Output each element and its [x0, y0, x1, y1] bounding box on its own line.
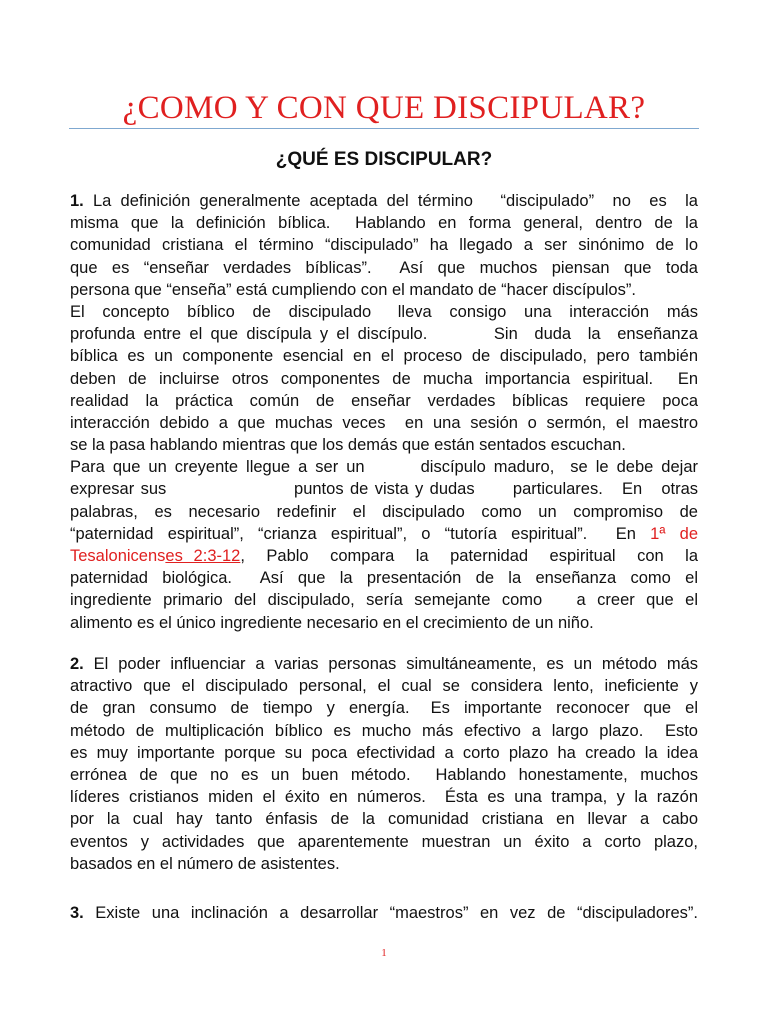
- scripture-reference-link[interactable]: Tesalonicenses 2:3-12: [70, 547, 241, 565]
- paragraph-line: 1. La definición generalmente aceptada del término “discipulado” no es la: [70, 192, 698, 210]
- paragraph-line: “paternidad espiritual”, “crianza espiritual”, o “tutoría espiritual”. En 1ª de: [70, 524, 698, 543]
- paragraph-line: se la pasa hablando mientras que los demás que están sentados escuchan.: [70, 436, 626, 455]
- paragraph-line: paternidad biológica. Así que la presentación de la enseñanza como el: [70, 569, 698, 588]
- item-number: 3.: [70, 904, 84, 922]
- paragraph-line: atractivo que el discipulado personal, el cual se considera lento, ineficiente y: [70, 677, 698, 696]
- paragraph-2: [70, 653, 698, 875]
- title-divider: [69, 128, 699, 129]
- paragraph-line: ingrediente primario del discipulado, sería semejante como a creer que el: [70, 591, 698, 610]
- scripture-reference[interactable]: 1ª de: [650, 524, 698, 543]
- paragraph-line: palabras, es necesario redefinir el discipulado como un compromiso de: [70, 502, 698, 521]
- paragraph-line: 3. Existe una inclinación a desarrollar “maestros” en vez de “discipuladores”.: [70, 904, 698, 922]
- paragraph-line: líderes cristianos miden el éxito en números. Ésta es una trampa, y la razón: [70, 788, 698, 807]
- paragraph-line: método de multiplicación bíblico es mucho más efectivo a largo plazo. Esto: [70, 721, 698, 740]
- paragraph-line: profunda entre el que discípula y el discípulo. Sin duda la enseñanza: [70, 325, 698, 344]
- item-number: 2.: [70, 655, 84, 673]
- paragraph-line: realidad la práctica común de enseñar verdades bíblicas requiere poca: [70, 391, 698, 410]
- paragraph-line: es muy importante porque su poca efectividad a corto plazo ha creado la idea: [70, 743, 698, 762]
- paragraph-line: de gran consumo de tiempo y energía. Es importante reconocer que el: [70, 699, 698, 718]
- paragraph-line: que es “enseñar verdades bíblicas”. Así que muchos piensan que toda: [70, 258, 698, 277]
- paragraph-line: basados en el número de asistentes.: [70, 854, 340, 873]
- paragraph-line: alimento es el único ingrediente necesario en el crecimiento de un niño.: [70, 613, 594, 632]
- section-heading: ¿QUÉ ES DISCIPULAR?: [275, 149, 493, 170]
- paragraph-line: El concepto bíblico de discipulado lleva consigo una interacción más: [70, 302, 698, 321]
- paragraph-line: Tesalonicenses 2:3-12, Pablo compara la paternidad espiritual con la: [70, 547, 698, 565]
- paragraph-line: comunidad cristiana el término “discipulado” ha llegado a ser sinónimo de lo: [70, 236, 698, 255]
- paragraph-line: Para que un creyente llegue a ser un discípulo maduro, se le debe dejar: [70, 458, 698, 477]
- paragraph-line: por la cual hay tanto énfasis de la comunidad cristiana en llevar a cabo: [70, 810, 698, 829]
- paragraph-line: eventos y actividades que aparentemente muestran un éxito a corto plazo,: [70, 832, 698, 851]
- page-number: 1: [381, 947, 387, 959]
- paragraph-line: misma que la definición bíblica. Hablando en forma general, dentro de la: [70, 214, 698, 233]
- item-number: 1.: [70, 192, 84, 210]
- paragraph-3: [70, 902, 698, 924]
- paragraph-line: 2. El poder influenciar a varias personas simultáneamente, es un método más: [70, 655, 698, 673]
- document-title: ¿COMO Y CON QUE DISCIPULAR?: [122, 90, 646, 126]
- paragraph-line: bíblica es un componente esencial en el proceso de discipulado, pero también: [70, 347, 698, 366]
- paragraph-line: expresar sus puntos de vista y dudas particulares. En otras: [70, 480, 698, 499]
- paragraph-1: [70, 190, 698, 634]
- paragraph-line: interacción debido a que muchas veces en una sesión o sermón, el maestro: [70, 413, 698, 432]
- paragraph-line: deben de incluirse otros componentes de mucha importancia espiritual. En: [70, 369, 698, 388]
- paragraph-line: persona que “enseña” está cumpliendo con el mandato de “hacer discípulos”.: [70, 280, 636, 299]
- paragraph-line: errónea de que no es un buen método. Hablando honestamente, muchos: [70, 765, 698, 784]
